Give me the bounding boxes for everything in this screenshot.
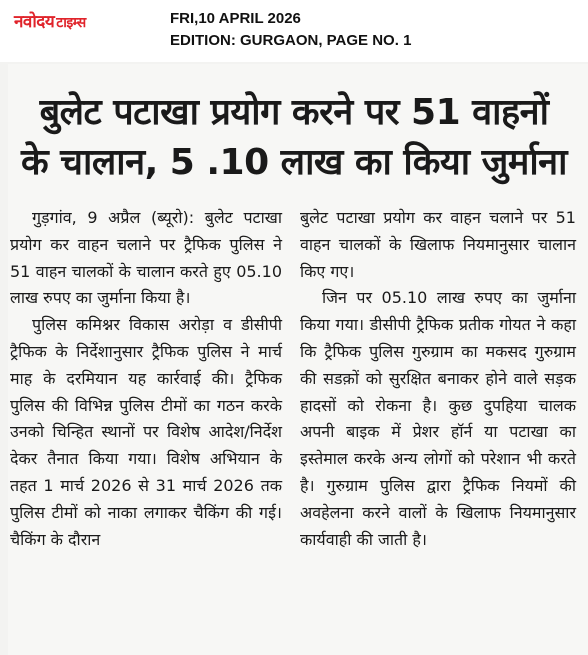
edition-info	[170, 8, 411, 52]
logo-main-text: नवोदय	[14, 12, 55, 32]
article-column-right	[300, 205, 576, 553]
article-column-left	[10, 205, 282, 553]
publication-date: FRI,10 APRIL 2026	[170, 10, 301, 27]
edition-page: EDITION: GURGAON, PAGE NO. 1	[170, 32, 412, 49]
article-headline	[14, 88, 574, 188]
masthead	[0, 0, 588, 62]
newspaper-logo	[14, 9, 86, 32]
headline-line-2: के चालान, 5 .10 लाख का किया जुर्माना	[21, 142, 567, 183]
paragraph: पुलिस कमिश्नर विकास अरोड़ा व डीसीपी ट्रैफिक के निर्देशानुसार ट्रैफिक पुलिस ने मार्च माह के दरमियान यह कार्रवाई की। ट्रैफिक पुलिस की विभिन्न पुलिस टीमों का गठन करके उनको चिन्हित स्थानों पर विशेष आदेश/निर्देश देकर तैनात किया गया। विशेष अभियान के तहत 1 मार्च 2026 से 31 मार्च 2026 तक पुलिस टीमों को नाका लगाकर चैकिंग की गई। चैकिंग के दौरान	[10, 315, 282, 549]
headline-line-1: बुलेट पटाखा प्रयोग करने पर 51 वाहनों	[39, 92, 549, 133]
logo-sub-text: टाइम्स	[56, 15, 86, 31]
paragraph: गुड़गांव, 9 अप्रैल (ब्यूरो): बुलेट पटाखा प्रयोग कर वाहन चलाने पर ट्रैफिक पुलिस ने 51 वाहन चालकों के चालान करते हुए 05.10 लाख रुपए का जुर्माना किया है।	[10, 208, 282, 308]
paragraph: बुलेट पटाखा प्रयोग कर वाहन चलाने पर 51 वाहन चालकों के खिलाफ नियमानुसार चालान किए गए।	[300, 208, 576, 281]
paragraph: जिन पर 05.10 लाख रुपए का जुर्माना किया गया। डीसीपी ट्रैफिक प्रतीक गोयत ने कहा कि ट्रैफिक पुलिस गुरुग्राम का मकसद गुरुग्राम की सडक़ों को सुरक्षित बनाकर होने वाले सड़क हादसों को रोकना है। कुछ दुपहिया चालक अपनी बाइक में प्रेशर हॉर्न या पटाखा का इस्तेमाल करके अन्य लोगों को परेशान भी करते है। गुरुग्राम पुलिस द्वारा ट्रैफिक नियमों की अवहेलना करने वालों के खिलाफ नियमानुसार कार्यवाही की जाती है।	[300, 288, 576, 549]
